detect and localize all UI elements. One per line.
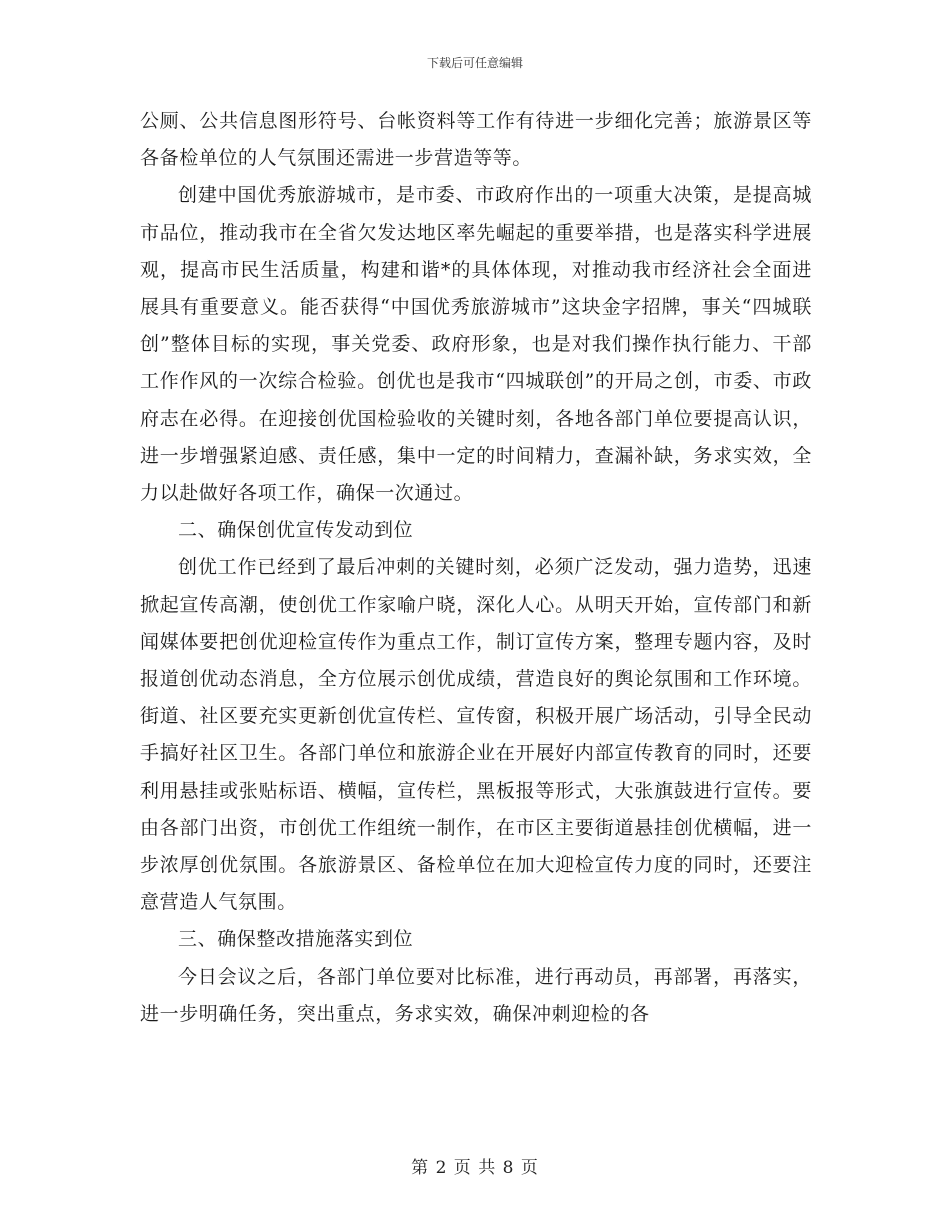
page-number: 第 2 页 共 8 页 [411, 1158, 539, 1178]
paragraph-continuation: 公厕、公共信息图形符号、台帐资料等工作有待进一步细化完善；旅游景区等各备检单位的人气氛围还需进一步营造等等。 [140, 110, 812, 170]
paragraph: 今日会议之后，各部门单位要对比标准，进行再动员，再部署，再落实，进一步明确任务，突出重点，务求实效，确保冲刺迎检的各 [140, 965, 812, 1025]
body-text [140, 103, 812, 1033]
header-note: 下载后可任意编辑 [426, 56, 523, 70]
paragraph: 创优工作已经到了最后冲刺的关键时刻，必须广泛发动，强力造势，迅速掀起宣传高潮，使创优工作家喻户晓，深化人心。从明天开始，宣传部门和新闻媒体要把创优迎检宣传作为重点工作，制订宣传方案，整理专题内容，及时报道创优动态消息，全方位展示创优成绩，营造良好的舆论氛围和工作环境。街道、社区要充实更新创优宣传栏、宣传窗，积极开展广场活动，引导全民动手搞好社区卫生。各部门单位和旅游企业在开展好内部宣传教育的同时，还要利用悬挂或张贴标语、横幅，宣传栏，黑板报等形式，大张旗鼓进行宣传。要由各部门出资，市创优工作组统一制作，在市区主要街道悬挂创优横幅，进一步浓厚创优氛围。各旅游景区、备检单位在加大迎检宣传力度的同时，还要注意营造人气氛围。 [140, 556, 812, 914]
section-heading: 二、确保创优宣传发动到位 [178, 519, 414, 542]
section-heading: 三、确保整改措施落实到位 [178, 928, 414, 951]
paragraph: 创建中国优秀旅游城市，是市委、市政府作出的一项重大决策，是提高城市品位，推动我市在全省欠发达地区率先崛起的重要举措，也是落实科学进展观，提高市民生活质量，构建和谐*的具体体现，对推动我市经济社会全面进展具有重要意义。能否获得“中国优秀旅游城市”这块金字招牌，事关“四城联创”整体目标的实现，事关党委、政府形象，也是对我们操作执行能力、干部工作作风的一次综合检验。创优也是我市“四城联创”的开局之创，市委、市政府志在必得。在迎接创优国检验收的关键时刻，各地各部门单位要提高认识，进一步增强紧迫感、责任感，集中一定的时间精力，查漏补缺，务求实效，全力以赴做好各项工作，确保一次通过。 [140, 184, 812, 505]
